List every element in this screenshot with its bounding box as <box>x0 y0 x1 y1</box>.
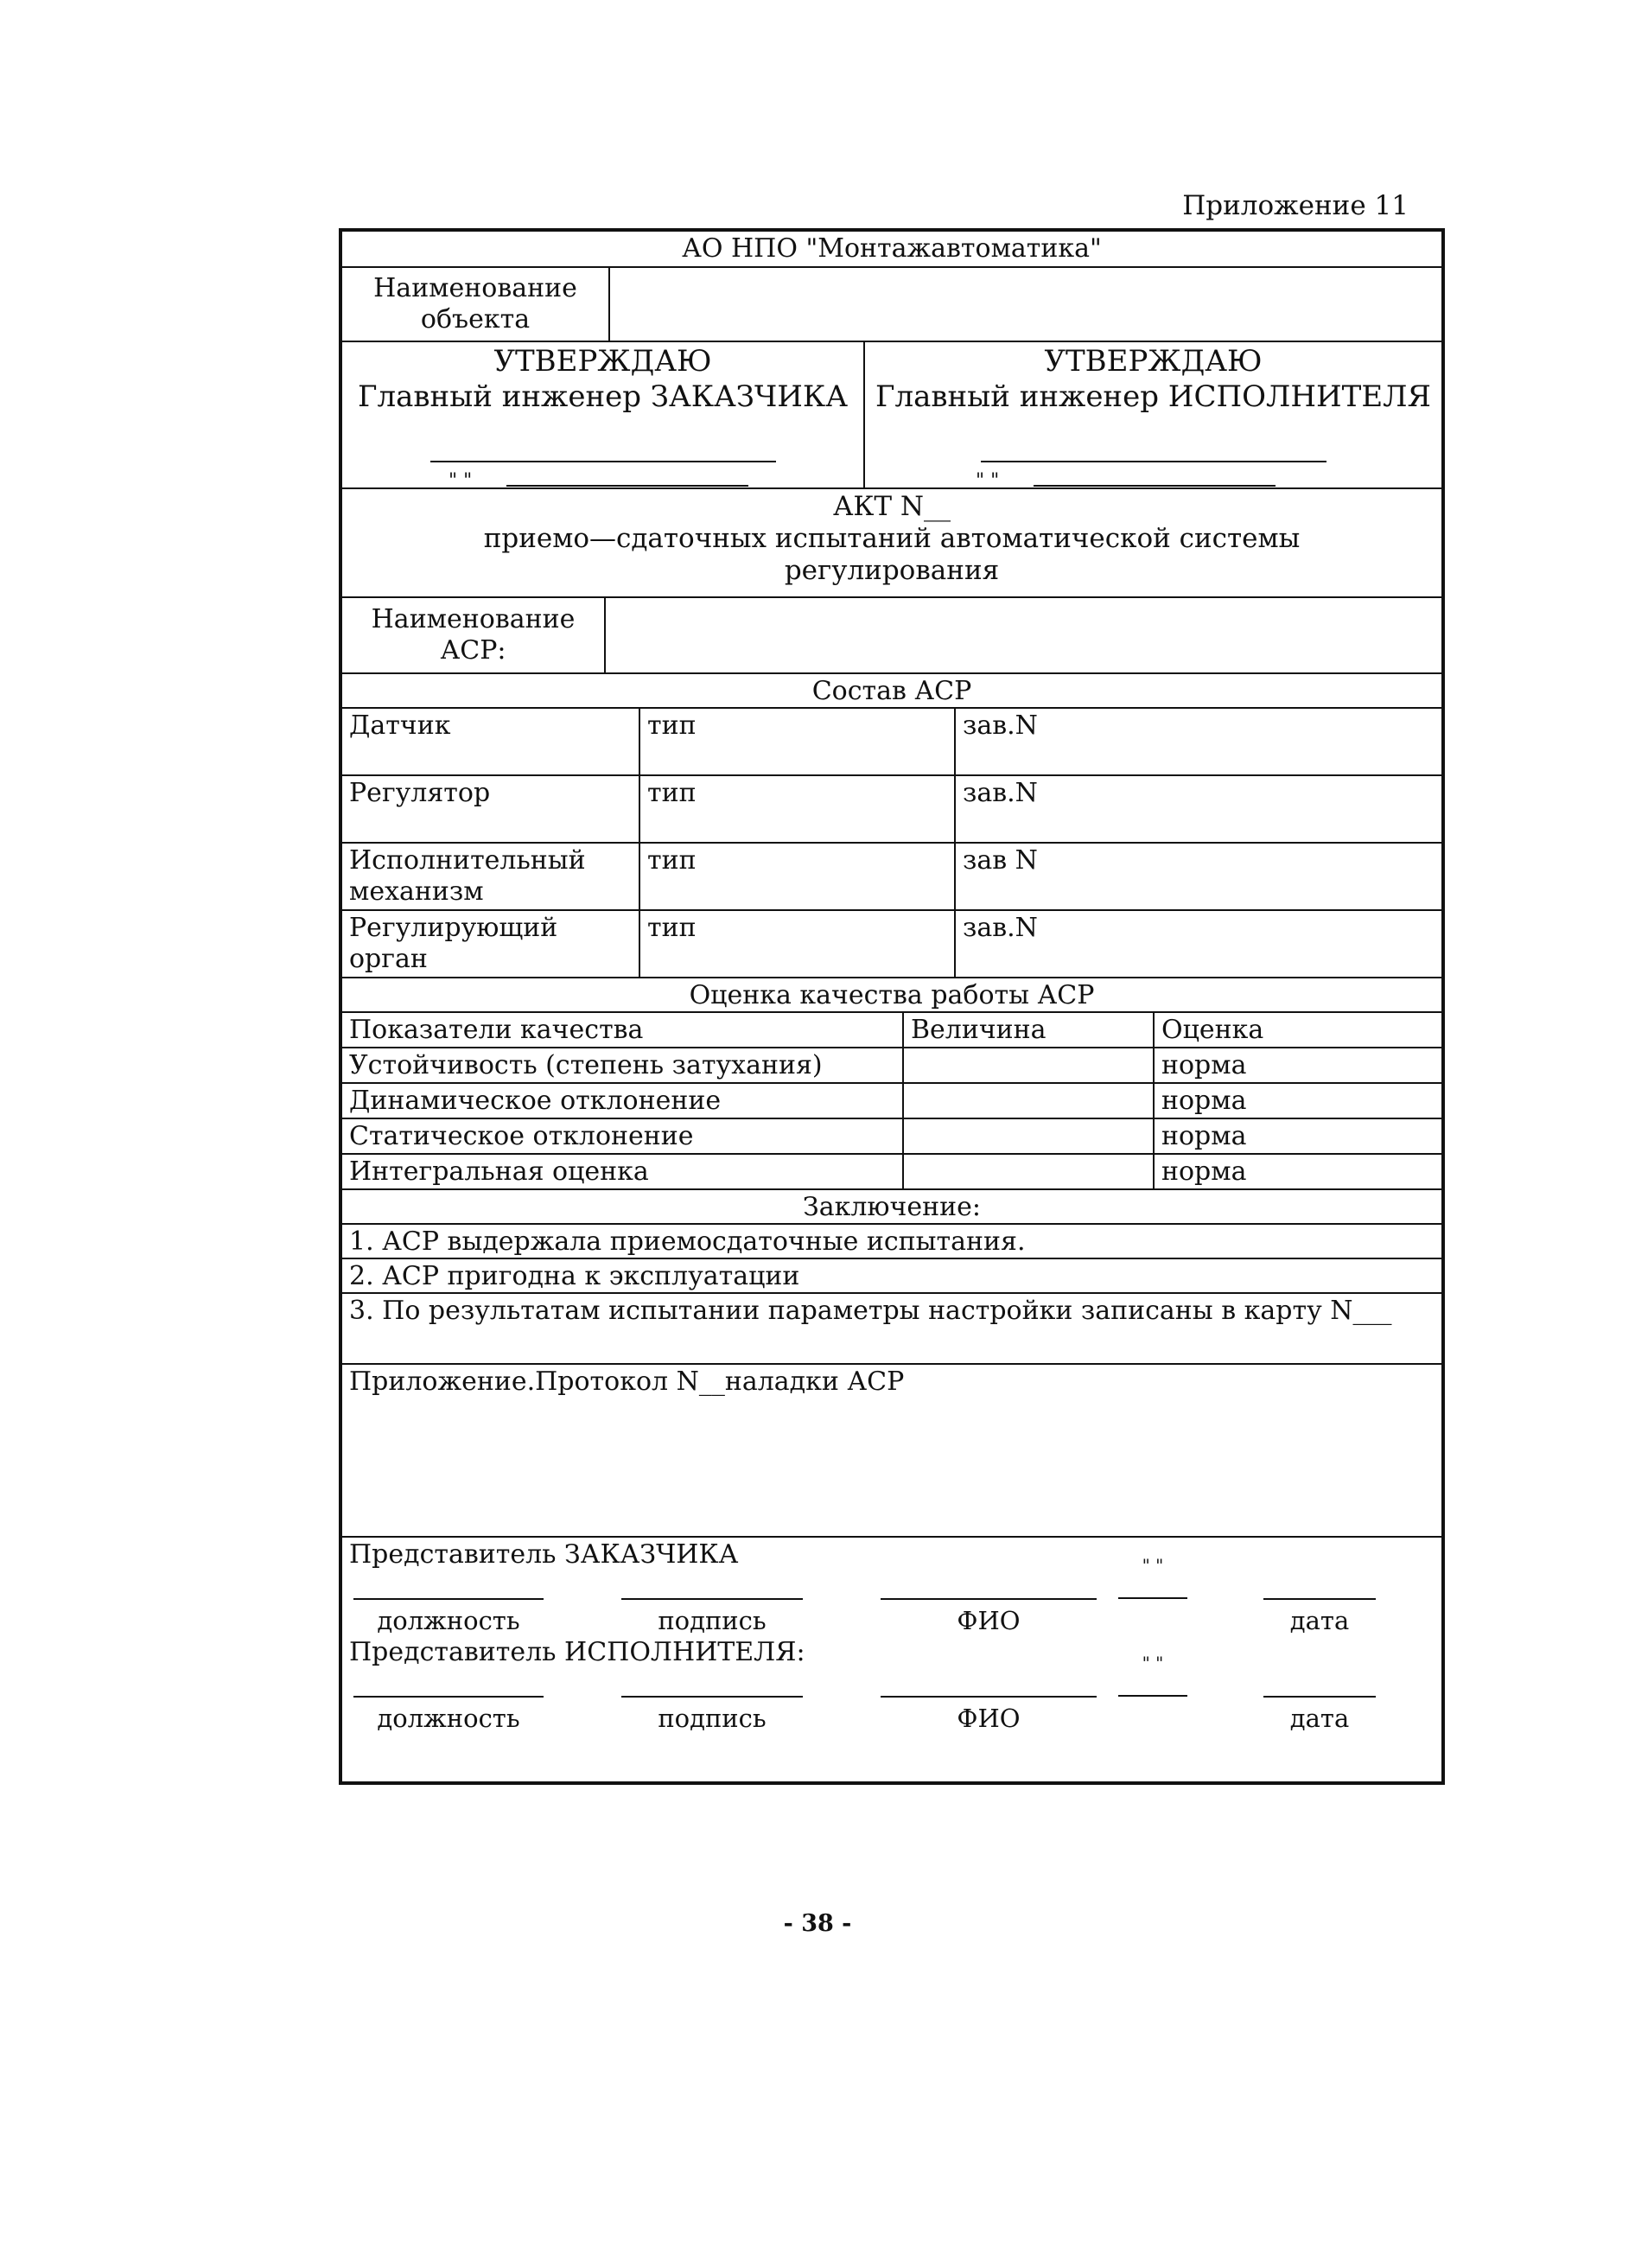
customer-date-line[interactable] <box>1263 1572 1376 1600</box>
asr-name-label: Наименование АСР: <box>342 598 606 672</box>
conclusion-heading-row <box>342 1190 1441 1225</box>
page-number: - 38 - <box>783 1910 852 1937</box>
composition-type[interactable]: тип <box>640 844 956 909</box>
contractor-signature-field[interactable] <box>621 1670 803 1698</box>
approve-contractor-heading: УТВЕРЖДАЮ <box>1044 344 1263 379</box>
contractor-date-line[interactable] <box>1263 1670 1376 1698</box>
contractor-date-quote: " " <box>1142 1653 1164 1673</box>
quality-row <box>342 1048 1441 1084</box>
composition-serial[interactable]: зав.N <box>963 913 1038 943</box>
conclusion-heading: Заключение: <box>803 1192 981 1222</box>
composition-row <box>342 776 1441 844</box>
conclusion-item <box>342 1294 1441 1365</box>
customer-date-line[interactable] <box>506 480 748 487</box>
signatures-block <box>342 1538 1441 1781</box>
composition-row <box>342 709 1441 776</box>
approve-customer <box>342 342 865 493</box>
conclusion-item <box>342 1259 1441 1294</box>
contractor-date-line[interactable] <box>1034 480 1276 487</box>
quality-col-indicator: Показатели качества <box>342 1013 904 1047</box>
approval-row <box>342 342 1441 493</box>
customer-date-caption: дата <box>1289 1606 1350 1635</box>
composition-type[interactable]: тип <box>640 709 956 774</box>
contractor-signature-line[interactable] <box>981 452 1326 462</box>
quality-grade: норма <box>1161 1050 1247 1080</box>
quality-grade: норма <box>1161 1121 1247 1151</box>
contractor-date-quote: " " <box>976 470 1000 493</box>
act-title <box>342 489 1441 596</box>
composition-name: Регулятор <box>342 776 640 842</box>
composition-heading: Состав АСР <box>811 676 972 706</box>
composition-heading-row <box>342 674 1441 709</box>
customer-fio-caption: ФИО <box>957 1606 1021 1635</box>
asr-name-field[interactable] <box>606 598 1441 672</box>
contractor-sign-row <box>342 1653 1441 1733</box>
contractor-position-line[interactable] <box>353 1670 544 1698</box>
conclusion-text: 1. АСР выдержала приемосдаточные испытания. <box>349 1226 1026 1257</box>
quality-grade: норма <box>1161 1086 1247 1116</box>
composition-name: Регулирующий орган <box>342 911 640 977</box>
customer-rep-label: Представитель ЗАКАЗЧИКА <box>349 1539 739 1570</box>
customer-position-line[interactable] <box>353 1572 544 1600</box>
composition-row <box>342 911 1441 978</box>
quality-heading-row <box>342 978 1441 1013</box>
approve-customer-title: Главный инженер ЗАКАЗЧИКА <box>358 379 848 414</box>
quality-row <box>342 1084 1441 1119</box>
act-title-line2: регулирования <box>784 555 1000 587</box>
customer-date-quote: " " <box>1142 1555 1164 1576</box>
quality-indicator: Статическое отклонение <box>342 1119 904 1153</box>
asr-name-row <box>342 598 1441 674</box>
quality-header-row <box>342 1013 1441 1048</box>
customer-signature-field[interactable] <box>621 1572 803 1600</box>
quality-value[interactable] <box>904 1084 1155 1118</box>
act-title-line1: приемо—сдаточных испытаний автоматической системы <box>483 523 1301 555</box>
customer-fio-line[interactable] <box>881 1572 1097 1600</box>
object-name-field[interactable] <box>610 268 1441 341</box>
act-number: АКТ N__ <box>832 491 951 522</box>
contractor-date-caption: дата <box>1289 1704 1350 1733</box>
customer-date-day-line[interactable] <box>1118 1590 1187 1599</box>
org-title-row <box>342 232 1441 268</box>
composition-serial[interactable]: зав N <box>963 845 1038 876</box>
contractor-date-day-line[interactable] <box>1118 1688 1187 1697</box>
composition-name: Исполнительный механизм <box>342 844 640 909</box>
conclusion-text: 3. По результатам испытании параметры настройки записаны в карту N___ <box>349 1296 1392 1326</box>
customer-sign-row <box>342 1555 1441 1635</box>
conclusion-item <box>342 1225 1441 1259</box>
quality-col-grade: Оценка <box>1161 1015 1264 1045</box>
contractor-signature-caption: подпись <box>658 1704 767 1733</box>
quality-indicator: Динамическое отклонение <box>342 1084 904 1118</box>
approve-customer-heading: УТВЕРЖДАЮ <box>493 344 712 379</box>
object-name-row <box>342 268 1441 342</box>
attachment-text: Приложение.Протокол N__наладки АСР <box>349 1367 905 1397</box>
object-name-label: Наименование объекта <box>342 268 610 341</box>
conclusion-text: 2. АСР пригодна к эксплуатации <box>349 1261 800 1291</box>
quality-value[interactable] <box>904 1048 1155 1082</box>
quality-value[interactable] <box>904 1155 1155 1188</box>
contractor-fio-line[interactable] <box>881 1670 1097 1698</box>
contractor-rep-label: Представитель ИСПОЛНИТЕЛЯ: <box>349 1637 805 1667</box>
approve-contractor-title: Главный инженер ИСПОЛНИТЕЛЯ <box>875 379 1431 414</box>
attachment-row <box>342 1365 1441 1538</box>
quality-col-value: Величина <box>904 1013 1155 1047</box>
quality-row <box>342 1119 1441 1155</box>
act-title-row <box>342 489 1441 598</box>
customer-signature-caption: подпись <box>658 1606 767 1635</box>
quality-row <box>342 1155 1441 1190</box>
appendix-label: Приложение 11 <box>1182 190 1409 221</box>
approve-contractor <box>865 342 1441 493</box>
composition-name: Датчик <box>342 709 640 774</box>
quality-grade: норма <box>1161 1156 1247 1187</box>
contractor-position-caption: должность <box>377 1704 520 1733</box>
composition-serial[interactable]: зав.N <box>963 710 1038 741</box>
contractor-fio-caption: ФИО <box>957 1704 1021 1733</box>
act-form <box>339 228 1445 1785</box>
customer-date-quote: " " <box>449 470 473 493</box>
composition-row <box>342 844 1441 911</box>
customer-position-caption: должность <box>377 1606 520 1635</box>
quality-indicator: Интегральная оценка <box>342 1155 904 1188</box>
composition-type[interactable]: тип <box>640 911 956 977</box>
composition-type[interactable]: тип <box>640 776 956 842</box>
quality-heading: Оценка качества работы АСР <box>689 980 1095 1010</box>
quality-value[interactable] <box>904 1119 1155 1153</box>
org-title: АО НПО "Монтажавтоматика" <box>682 233 1102 264</box>
quality-indicator: Устойчивость (степень затухания) <box>342 1048 904 1082</box>
composition-serial[interactable]: зав.N <box>963 778 1038 808</box>
customer-signature-line[interactable] <box>430 452 776 462</box>
